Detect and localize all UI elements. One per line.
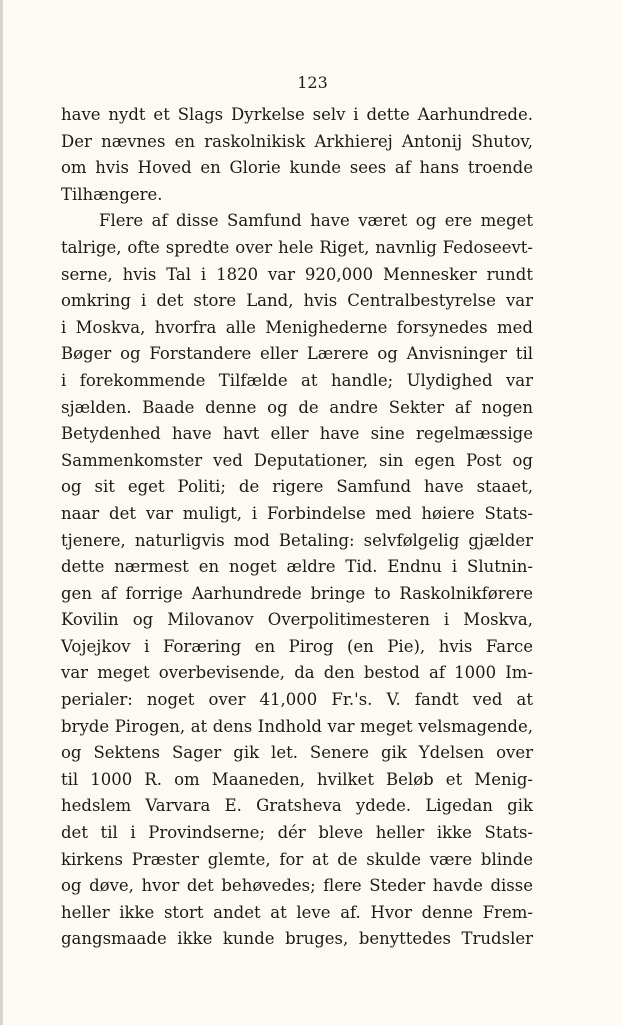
text-line: i Moskva, hvorfra alle Menighederne forsynedes med (61, 317, 533, 337)
text-line: dette nærmest en noget ældre Tid. Endnu i Slutnin- (61, 557, 533, 577)
text-line: sjælden. Baade denne og de andre Sekter af nogen (61, 397, 533, 417)
text-line: Vojejkov i Foræring en Pirog (en Pie), hvis Farce (61, 636, 533, 656)
text-line: omkring i det store Land, hvis Centralbestyrelse var (61, 291, 533, 311)
text-line: tjenere, naturligvis mod Betaling: selvfølgelig gjælder (61, 530, 533, 550)
text-line: gen af forrige Aarhundrede bringe to Raskolnikførere (61, 583, 533, 603)
text-line: Der nævnes en raskolnikisk Arkhierej Antonij Shutov, (61, 131, 533, 151)
text-line: gangsmaade ikke kunde bruges, benyttedes Trudsler (61, 929, 533, 949)
text-line: serne, hvis Tal i 1820 var 920,000 Mennesker rundt (61, 264, 533, 284)
text-line: Kovilin og Milovanov Overpolitimesteren i Moskva, (61, 610, 533, 630)
text-line: om hvis Hoved en Glorie kunde sees af hans troende (61, 158, 533, 178)
text-line: Flere af disse Samfund have været og ere meget (99, 211, 533, 231)
text-line: Tilhængere. (61, 184, 163, 204)
body-text (61, 102, 533, 953)
text-line: perialer: noget over 41,000 Fr.'s. V. fandt ved at (61, 690, 533, 710)
text-line: bryde Pirogen, at dens Indhold var meget velsmagende, (61, 716, 533, 736)
text-line: Betydenhed have havt eller have sine regelmæssige (61, 424, 533, 444)
text-line: kirkens Præster glemte, for at de skulde være blinde (61, 849, 533, 869)
page-number: 123 (297, 73, 328, 92)
text-line: Sammenkomster ved Deputationer, sin egen Post og (61, 450, 533, 470)
text-line: talrige, ofte spredte over hele Riget, navnlig Fedoseevt- (61, 237, 533, 257)
text-line: til 1000 R. om Maaneden, hvilket Beløb et Menig- (61, 769, 533, 789)
text-line: have nydt et Slags Dyrkelse selv i dette Aarhundrede. (61, 105, 533, 124)
text-line: og sit eget Politi; de rigere Samfund have staaet, (61, 477, 533, 497)
text-line: heller ikke stort andet at leve af. Hvor denne Frem- (61, 902, 533, 922)
text-line: og døve, hvor det behøvedes; flere Steder havde disse (61, 876, 533, 896)
text-line: og Sektens Sager gik let. Senere gik Ydelsen over (61, 743, 533, 763)
text-line: hedslem Varvara E. Gratsheva ydede. Ligedan gik (61, 796, 533, 816)
text-line: det til i Provindserne; dér bleve heller ikke Stats- (61, 823, 533, 843)
text-line: naar det var muligt, i Forbindelse med høiere Stats- (61, 503, 533, 523)
text-line: var meget overbevisende, da den bestod af 1000 Im- (61, 663, 533, 683)
text-line: i forekommende Tilfælde at handle; Ulydighed var (61, 370, 533, 390)
text-line: Bøger og Forstandere eller Lærere og Anvisninger til (61, 344, 533, 364)
